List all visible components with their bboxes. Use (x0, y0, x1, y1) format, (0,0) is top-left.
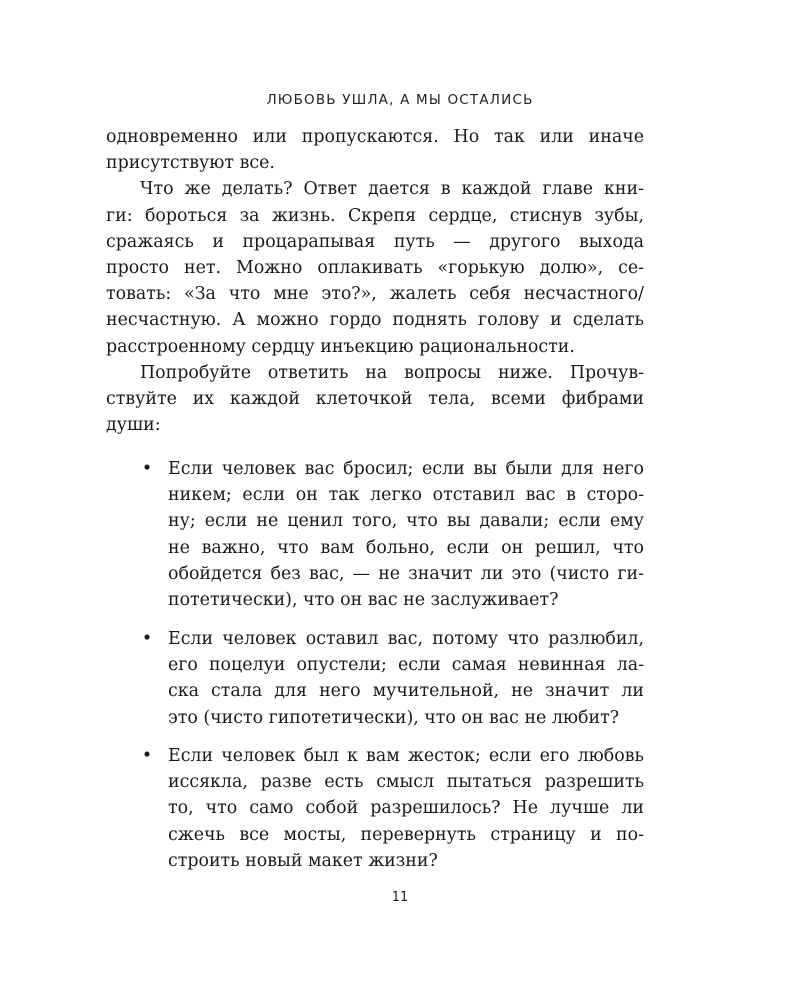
text-line: то, что само собой разрешилось? Не лучше ли (168, 798, 644, 819)
text-line: сражаясь и процарапывая путь — другого выхода (106, 231, 644, 252)
paragraph-1 (106, 124, 644, 176)
body-text (106, 124, 644, 438)
bullet-item-3 (141, 743, 644, 874)
text-line: души: (106, 415, 161, 436)
page-number: 11 (391, 890, 409, 905)
bullet-icon: • (141, 629, 153, 649)
bullet-item-2 (141, 626, 644, 731)
text-line: Если человек вас бросил; если вы были для него (168, 459, 644, 479)
text-line: строить новый макет жизни? (168, 850, 438, 871)
bullet-item-1 (141, 456, 644, 613)
text-line: ну; если не ценил того, что вы давали; если ему (168, 511, 644, 532)
text-line: не важно, что вам больно, если он решил, что (168, 537, 644, 558)
text-line: обойдется без вас, — не значит ли это (чисто ги- (168, 563, 644, 584)
text-line: никем; если он так легко отставил вас в сторо- (168, 485, 644, 506)
text-line: ги: бороться за жизнь. Скрепя сердце, стиснув зубы, (106, 205, 644, 226)
text-line: Если человек был к вам жесток; если его любовь (168, 746, 644, 766)
text-line: Что же делать? Ответ дается в каждой главе кни- (140, 179, 644, 200)
text-line: одновременно или пропускаются. Но так или иначе (106, 127, 644, 147)
text-line: присутствуют все. (106, 153, 275, 174)
text-line: потетически), что он вас не заслуживает? (168, 590, 559, 611)
text-line: Если человек оставил вас, потому что разлюбил, (168, 629, 644, 649)
text-line: иссякла, разве есть смысл пытаться разрешить (168, 772, 644, 793)
text-line: ствуйте их каждой клеточкой тела, всеми фибрами (106, 389, 644, 410)
text-line: это (чисто гипотетически), что он вас не любит? (168, 707, 620, 728)
bullet-icon: • (141, 459, 153, 479)
text-line: расстроенному сердцу инъекцию рациональности. (106, 336, 575, 357)
text-line: ска стала для него мучительной, не значит ли (168, 681, 644, 702)
text-line: несчастную. А можно гордо поднять голову и сделать (106, 310, 644, 331)
text-line: товать: «За что мне это?», жалеть себя несчастного/ (106, 284, 644, 305)
text-line: сжечь все мосты, перевернуть страницу и по- (168, 824, 644, 845)
paragraph-3 (106, 360, 644, 439)
text-line: Попробуйте ответить на вопросы ниже. Прочув- (140, 362, 644, 383)
running-head: ЛЮБОВЬ УШЛА, А МЫ ОСТАЛИСЬ (266, 92, 534, 108)
text-line: просто нет. Можно оплакивать «горькую долю», се- (106, 258, 644, 279)
bullet-icon: • (141, 746, 153, 766)
text-line: его поцелуи опустели; если самая невинная ла- (168, 655, 644, 676)
paragraph-2 (106, 176, 644, 359)
